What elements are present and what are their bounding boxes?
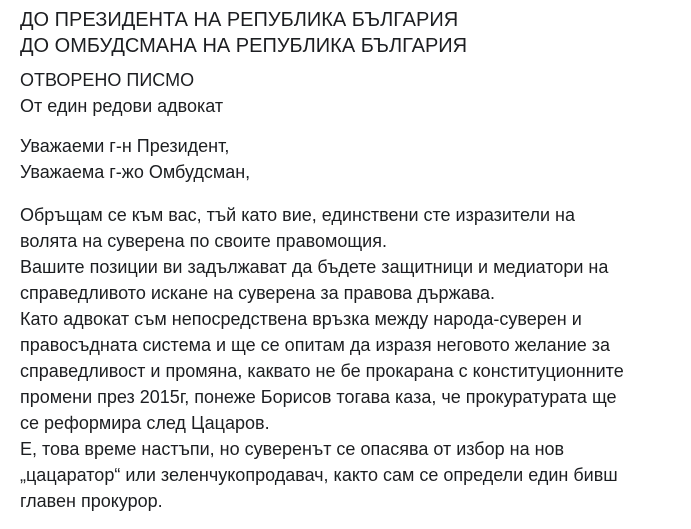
body-line: Е, това време настъпи, но суверенът се опасява от избор на нов	[20, 439, 565, 459]
body-line: Обръщам се към вас, тъй като вие, единствени сте изразители на	[20, 205, 575, 225]
post-content	[20, 0, 688, 514]
body-line: главен прокурор.	[20, 491, 163, 511]
body-line: волята на суверена по своите правомощия.	[20, 231, 387, 251]
header-line-president: ДО ПРЕЗИДЕНТА НА РЕПУБЛИКА БЪЛГАРИЯ	[20, 9, 459, 31]
body-line: правосъдната система и ще се опитам да изразя неговото желание за	[20, 335, 610, 355]
body-line: Като адвокат съм непосредствена връзка между народа-суверен и	[20, 309, 582, 329]
body-line: справедливост и промяна, каквато не бе прокарана с конституционните	[20, 361, 624, 381]
header-line-ombudsman: ДО ОМБУДСМАНА НА РЕПУБЛИКА БЪЛГАРИЯ	[20, 35, 468, 57]
sender-line: От един редови адвокат	[20, 96, 224, 116]
body-line: „цацаратор“ или зеленчукопродавач, както сам се определи един бивш	[20, 465, 618, 485]
post-header	[20, 0, 688, 59]
greeting-ombudsman: Уважаема г-жо Омбудсман,	[20, 162, 251, 182]
greeting-president: Уважаеми г-н Президент,	[20, 136, 230, 156]
open-letter-title: ОТВОРЕНО ПИСМО	[20, 70, 195, 90]
body-line: справедливото искане на суверена за правова държава.	[20, 283, 495, 303]
greeting-block	[20, 133, 688, 185]
body-line: се реформира след Цацаров.	[20, 413, 270, 433]
body-line: промени през 2015г, понеже Борисов тогава каза, че прокуратурата ще	[20, 387, 617, 407]
body-line: Вашите позиции ви задължават да бъдете защитници и медиатори на	[20, 257, 609, 277]
letter-body	[20, 202, 688, 514]
